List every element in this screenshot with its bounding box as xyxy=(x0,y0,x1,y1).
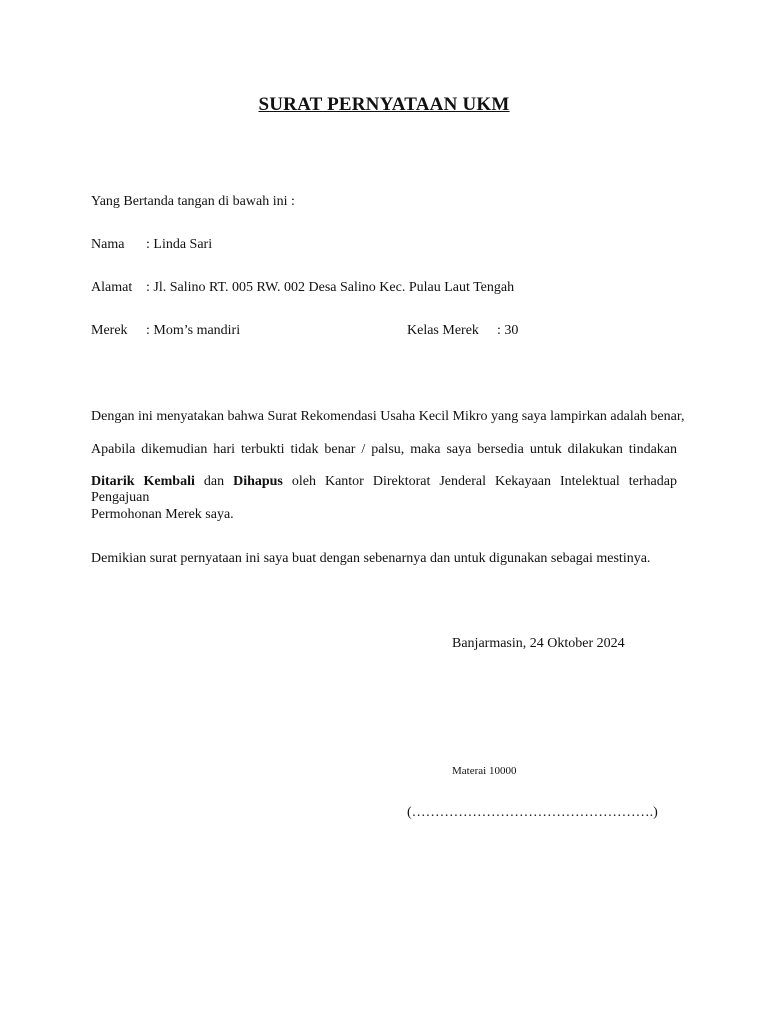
kelas-merek-label: Kelas Merek xyxy=(407,323,479,338)
place-date: Banjarmasin, 24 Oktober 2024 xyxy=(452,636,625,651)
kelas-merek-value: : 30 xyxy=(497,323,519,338)
dan-text: dan xyxy=(194,474,234,489)
merek-value: : Mom’s mandiri xyxy=(146,323,241,338)
statement-line-1: Dengan ini menyatakan bahwa Surat Rekomendasi Usaha Kecil Mikro yang saya lampirkan adalah benar, xyxy=(91,409,685,424)
alamat-value: : Jl. Salino RT. 005 RW. 002 Desa Salino Kec. Pulau Laut Tengah xyxy=(146,280,515,295)
statement-line-2: Apabila dikemudian hari terbukti tidak benar / palsu, maka saya bersedia untuk dilakukan tindakan xyxy=(91,442,677,457)
ditarik-kembali-text: Ditarik Kembali xyxy=(91,474,195,489)
statement-line-4: Permohonan Merek saya. xyxy=(91,507,234,522)
nama-label: Nama xyxy=(91,237,125,252)
alamat-label: Alamat xyxy=(91,280,133,295)
intro-text: Yang Bertanda tangan di bawah ini : xyxy=(91,194,295,209)
closing-text: Demikian surat pernyataan ini saya buat dengan sebenarnya dan untuk digunakan sebagai mestinya. xyxy=(91,551,651,566)
nama-value: : Linda Sari xyxy=(146,237,213,252)
document-title: SURAT PERNYATAAN UKM xyxy=(258,94,510,115)
dihapus-text: Dihapus xyxy=(233,474,283,489)
statement-line-3 xyxy=(91,474,677,506)
stamp-note: Materai 10000 xyxy=(452,765,517,777)
merek-label: Merek xyxy=(91,323,128,338)
signature-line: (…………………………………………….) xyxy=(407,805,658,820)
statement-line-3-rest: oleh Kantor Direktorat Jenderal Kekayaan Intelektual terhadap Pengajuan xyxy=(91,474,677,505)
